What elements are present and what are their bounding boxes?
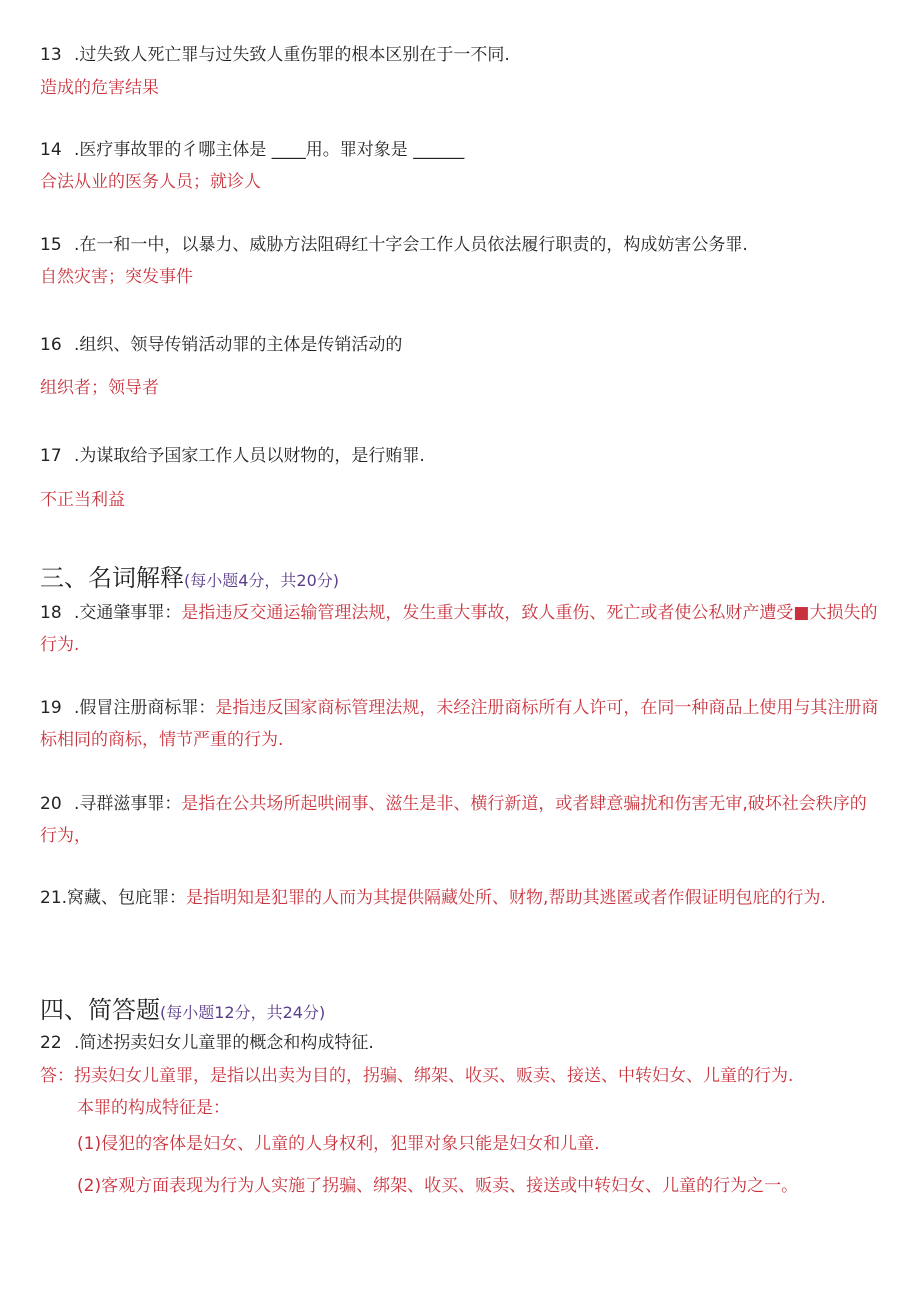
question-number: 19 — [40, 698, 62, 718]
definition-18 — [40, 597, 882, 661]
question-15 — [40, 234, 882, 256]
question-text: .过失致人死亡罪与过失致人重伤罪的根本区别在于一不同. — [74, 45, 510, 65]
question-22 — [40, 1032, 882, 1054]
question-number: 13 — [40, 45, 62, 65]
definition-19 — [40, 692, 882, 756]
question-number: 22 — [40, 1033, 62, 1053]
definition-term: 21.窝藏、包庇罪： — [40, 888, 187, 908]
answer-22-line-1: 答：拐卖妇女儿童罪，是指以出卖为目的，拐骗、绑架、收买、贩卖、接送、中转妇女、儿童的行为. — [40, 1066, 794, 1086]
section-points: (每小题12分，共24分) — [160, 1003, 326, 1022]
question-14 — [40, 139, 882, 161]
question-text: .为谋取给予国家工作人员以财物的，是行贿罪. — [74, 446, 425, 466]
section-title: 四、简答题 — [40, 996, 160, 1024]
answer-13: 造成的危害结果 — [40, 78, 159, 98]
question-text: .简述拐卖妇女儿童罪的概念和构成特征. — [74, 1033, 374, 1053]
question-13 — [40, 44, 882, 66]
question-17 — [40, 445, 882, 467]
answer-15: 自然灾害；突发事件 — [40, 267, 193, 287]
definition-term: .交通肇事罪： — [74, 603, 182, 623]
answer-16: 组织者；领导者 — [40, 378, 159, 398]
answer-22-line-4: (2)客观方面表现为行为人实施了拐骗、绑架、收买、贩卖、接送或中转妇女、儿童的行为之一。 — [77, 1176, 799, 1196]
definition-21 — [40, 882, 882, 914]
definition-term: .假冒注册商标罪： — [74, 698, 216, 718]
question-number: 20 — [40, 794, 62, 814]
question-number: 15 — [40, 235, 62, 255]
answer-22-line-2: 本罪的构成特征是： — [77, 1098, 230, 1118]
question-number: 17 — [40, 446, 62, 466]
definition-term: .寻群滋事罪： — [74, 794, 182, 814]
definition-text: 是指违反交通运输管理法规，发生重大事故，致人重伤、死亡或者使公私财产遭受■大损失的行为. — [40, 603, 878, 655]
answer-17: 不正当利益 — [40, 490, 125, 510]
question-number: 18 — [40, 603, 62, 623]
question-text: .医疗事故罪的彳哪主体是 ____用。罪对象是 ______ — [74, 140, 465, 160]
section-title: 三、名词解释 — [40, 564, 184, 592]
definition-text: 是指违反国家商标管理法规，未经注册商标所有人许可，在同一种商品上使用与其注册商标相同的商标，情节严重的行为. — [40, 698, 879, 750]
question-text: .在一和一中，以暴力、威胁方法阻碍红十字会工作人员依法履行职责的，构成妨害公务罪. — [74, 235, 748, 255]
section-points: (每小题4分，共20分) — [184, 571, 340, 590]
section-heading-4 — [40, 995, 882, 1028]
question-16 — [40, 334, 882, 356]
definition-text: 是指在公共场所起哄闹事、滋生是非、横行新道，或者肆意骗扰和伤害无审,破坏社会秩序的行为， — [40, 794, 867, 846]
question-text: .组织、领导传销活动罪的主体是传销活动的 — [74, 335, 403, 355]
section-heading-3 — [40, 563, 882, 596]
answer-22-line-3: (1)侵犯的客体是妇女、儿童的人身权利，犯罪对象只能是妇女和儿童. — [77, 1134, 600, 1154]
question-number: 14 — [40, 140, 62, 160]
question-number: 16 — [40, 335, 62, 355]
definition-20 — [40, 788, 882, 852]
definition-text: 是指明知是犯罪的人而为其提供隔藏处所、财物,帮助其逃匿或者作假证明包庇的行为. — [186, 888, 826, 908]
answer-14: 合法从业的医务人员；就诊人 — [40, 172, 261, 192]
